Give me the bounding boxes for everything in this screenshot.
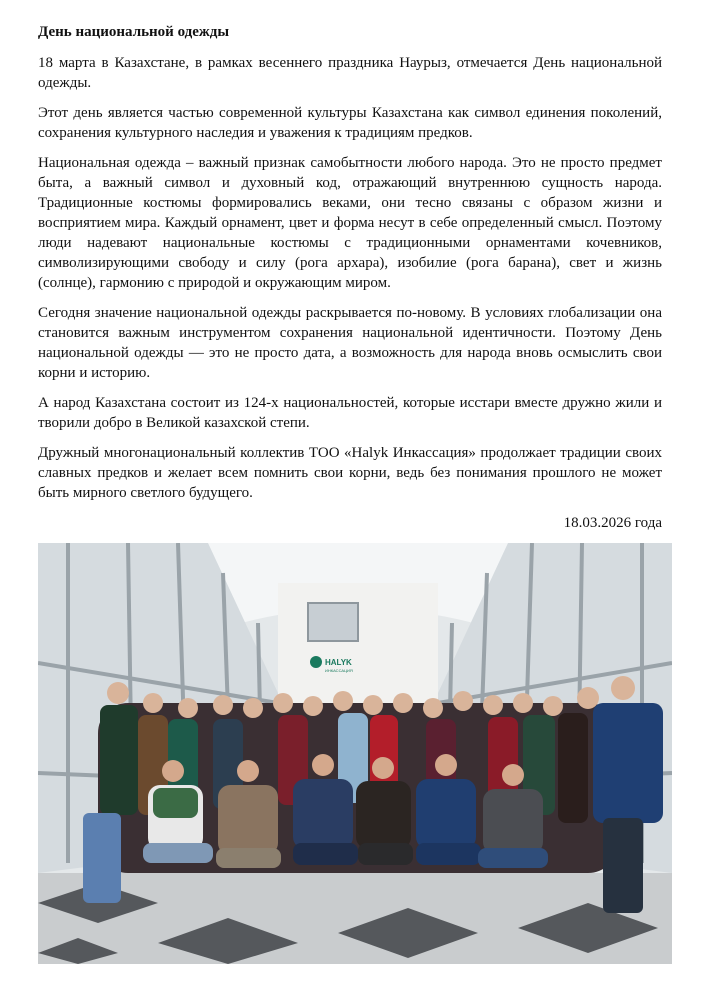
document-title: День национальной одежды [38,24,230,40]
group-photo-illustration [38,543,672,964]
paragraph-3: Национальная одежда – важный признак самобытности любого народа. Это не просто предмет быта, а важный символ и духовный код, отражающий внутреннюю сущность народа. Традиционные костюмы формировались веками, они тесно связаны с образом жизни и восприятием мира. Каждый орнамент, цвет и форма несут в себе определенный смысл. Поэтому люди надевают национальные костюмы с традиционными орнаментами кочевников, символизирующими свободу и силу (рога архара), изобилие (рога барана), свет и жизнь (солнце), гармонию с природой и окружающим миром. [38,155,662,291]
paragraph-6: Дружный многонациональный коллектив ТОО «Halyk Инкассация» продолжает традиции своих славных предков и желает всем помнить свои корни, ведь без понимания прошлого не может быть мирного светлого будущего. [38,445,662,501]
paragraph-5: А народ Казахстана состоит из 124-х национальностей, которые исстари вместе дружно жили и творили добро в Великой казахской степи. [38,395,662,431]
paragraph-2: Этот день является частью современной культуры Казахстана как символ единения поколений, сохранения культурного наследия и уважения к традициям предков. [38,105,662,141]
sign-text: HALYK [325,658,352,667]
document-date: 18.03.2026 года [563,515,662,531]
group-photo [38,543,672,964]
sign-subtext: ИНКАССАЦИЯ [325,668,353,673]
paragraph-1: 18 марта в Казахстане, в рамках весеннего праздника Наурыз, отмечается День национальной одежды. [38,55,662,91]
paragraph-4: Сегодня значение национальной одежды раскрывается по-новому. В условиях глобализации она становится важным инструментом сохранения национальной идентичности. Поэтому День национальной одежды — это не просто дата, а возможность для народа вновь осмыслить свои корни и историю. [38,305,662,381]
